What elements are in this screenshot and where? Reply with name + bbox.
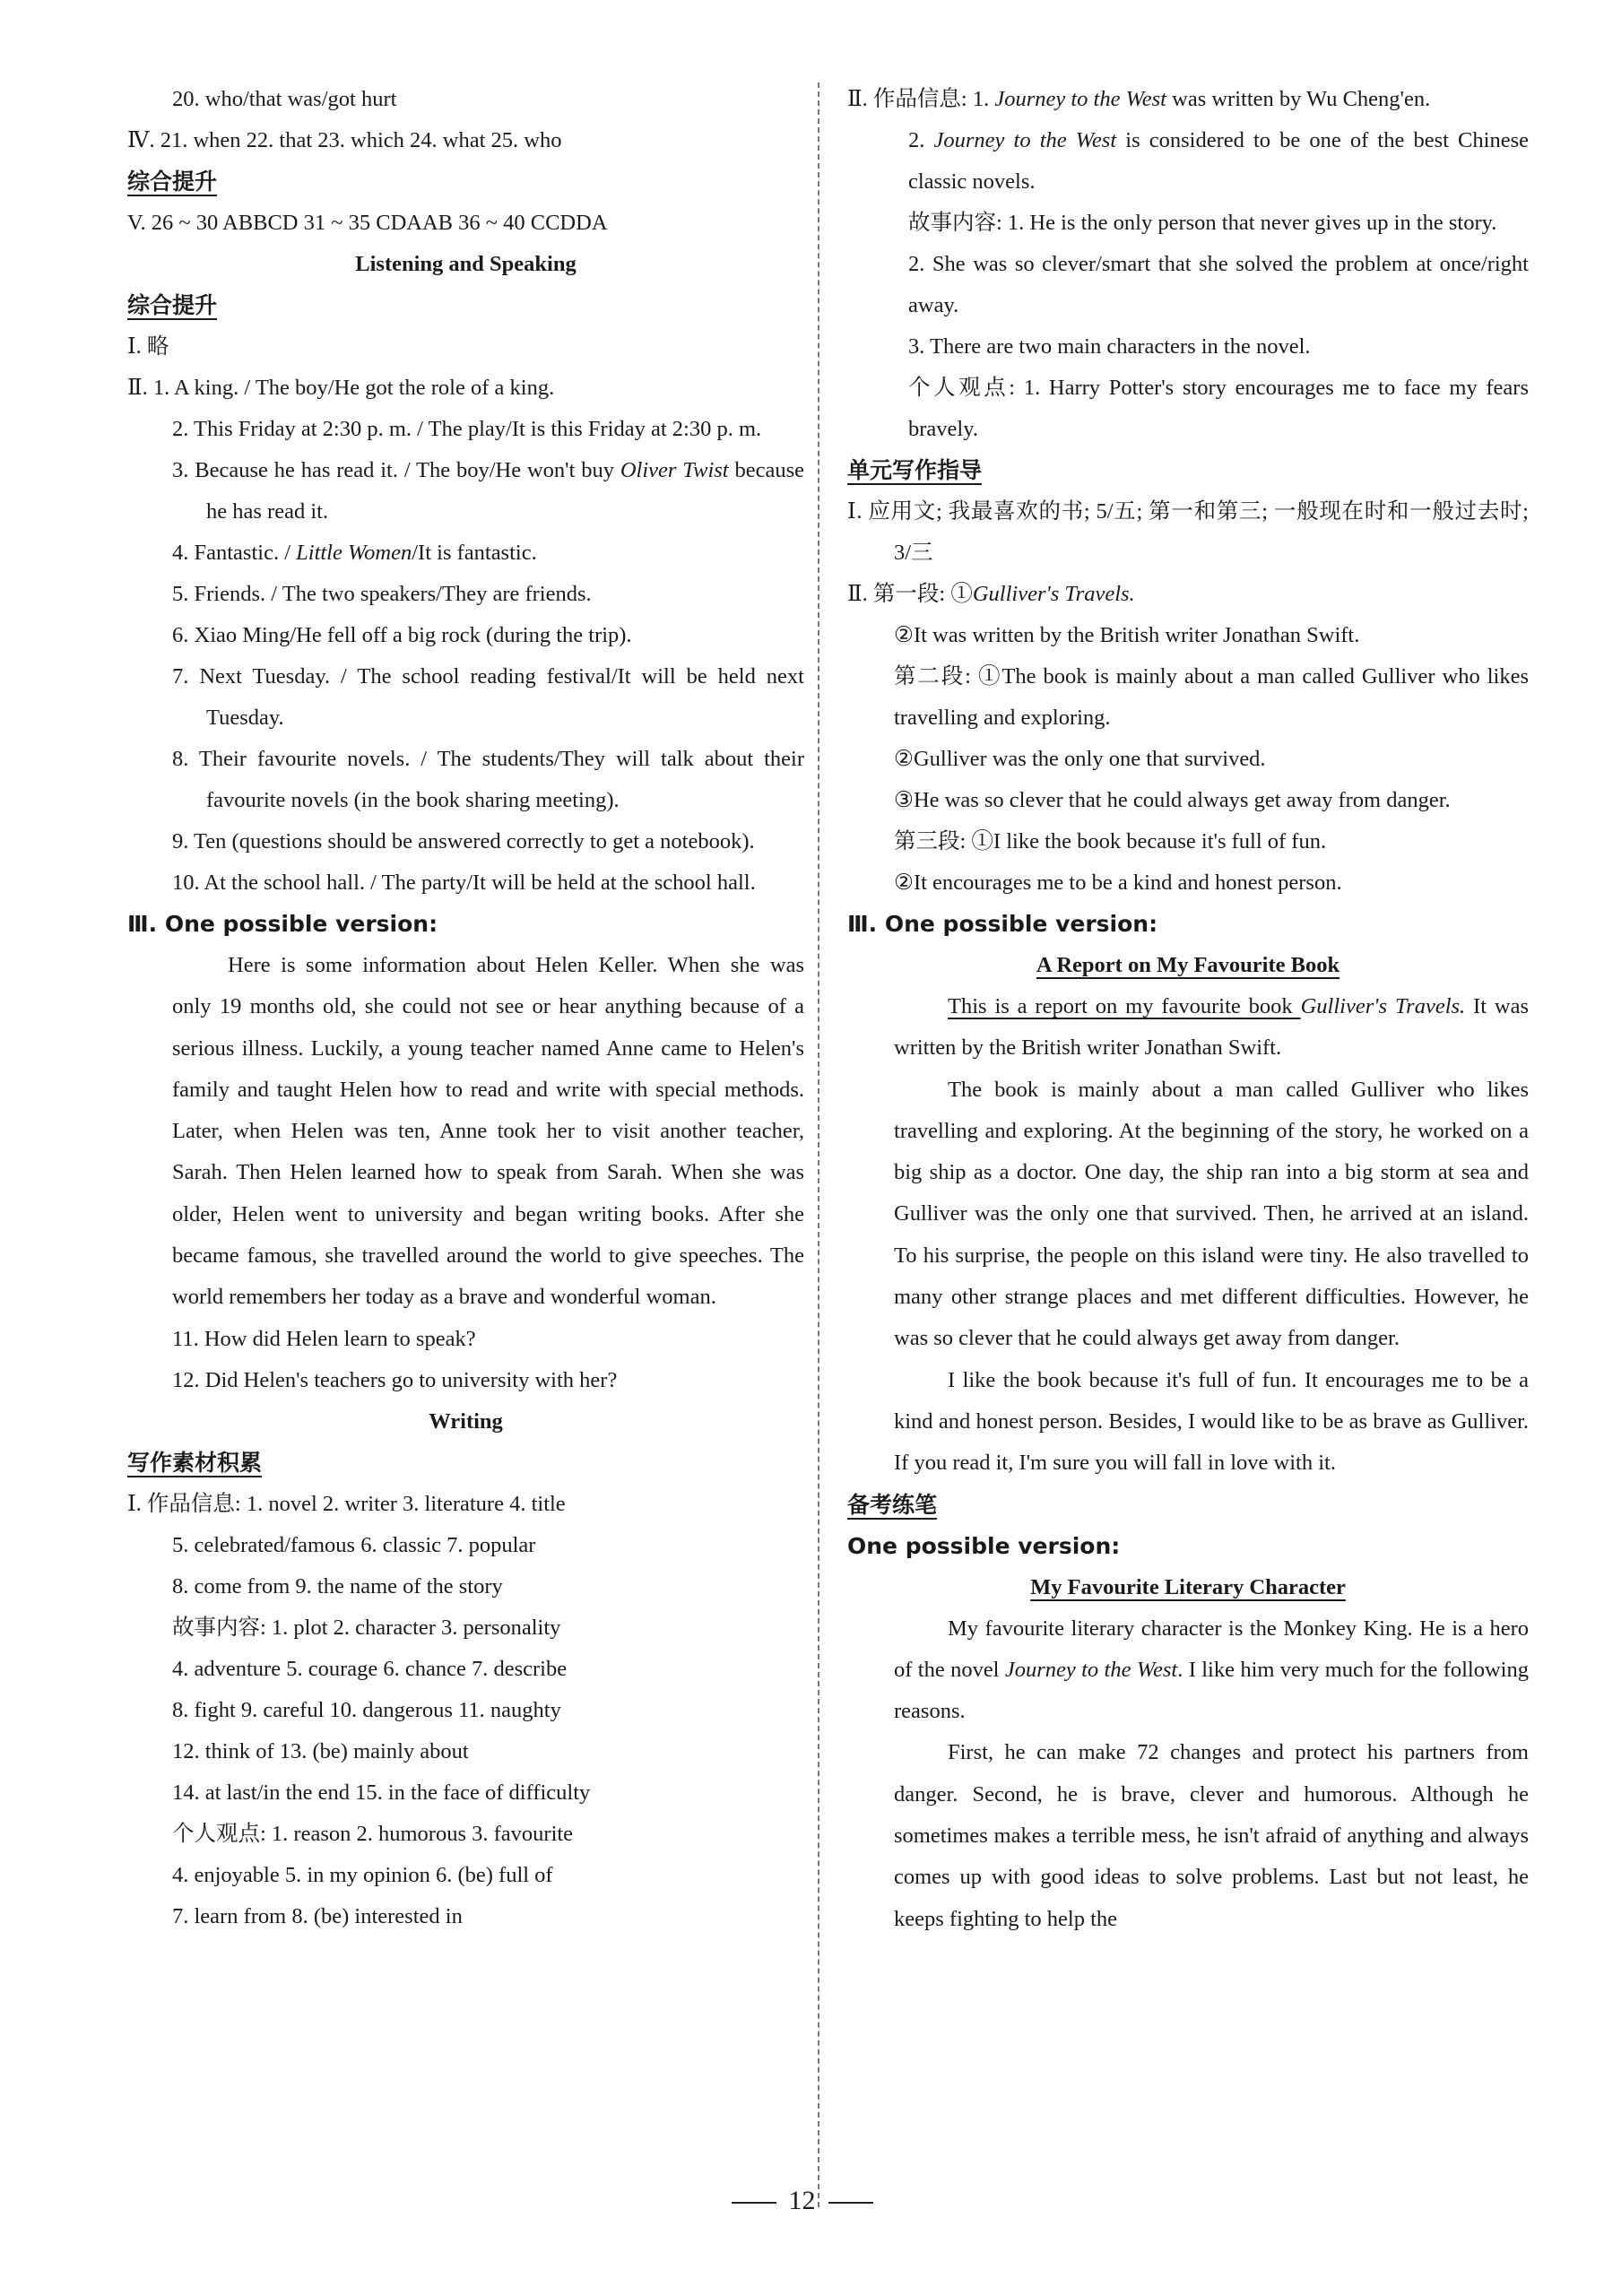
essay-title: My Favourite Literary Character [1030, 1574, 1346, 1599]
text-run: 2. [908, 128, 934, 152]
left-column [127, 79, 804, 1937]
section-heading: 写作素材积累 [127, 1449, 263, 1476]
answer-line: Ⅰ. 作品信息: 1. novel 2. writer 3. literature 4. title [127, 1491, 566, 1516]
answer-item: 10. At the school hall. / The party/It will be held at the school hall. [172, 871, 756, 895]
answer-item: 2. She was so clever/smart that she solved the problem at once/right away. [908, 252, 1529, 317]
answer-line: 故事内容: 1. plot 2. character 3. personality [172, 1615, 561, 1640]
answer-line: 8. come from 9. the name of the story [172, 1573, 503, 1599]
page-number-text: 12 [788, 2186, 816, 2215]
section-heading: 单元写作指导 [847, 457, 983, 483]
right-column [847, 79, 1529, 1940]
answer-item: 8. Their favourite novels. / The students/They will talk about their favourite novels (in the book sharing meeting). [172, 747, 804, 812]
text-run: 4. Fantastic. / [172, 541, 297, 565]
book-title: Gulliver's Travels. [1300, 994, 1466, 1018]
essay-paragraph [847, 1608, 1529, 1733]
page-number [0, 2183, 1604, 2219]
answer-line: Ⅰ. 略 [127, 334, 169, 359]
book-title: Little Women [296, 541, 412, 565]
book-title: Journey to the West [1004, 1657, 1178, 1682]
answer-item: 个人观点: 1. Harry Potter's story encourages me to face my fears bravely. [908, 376, 1529, 441]
sub-heading: Listening and Speaking [355, 252, 577, 276]
book-title: Journey to the West [994, 87, 1166, 111]
answer-item: 3. There are two main characters in the novel. [908, 334, 1311, 359]
answer-line: 个人观点: 1. reason 2. humorous 3. favourite [172, 1821, 574, 1846]
answer-line: Ⅱ. 1. A king. / The boy/He got the role of a king. [127, 376, 555, 400]
text-run: It was written by the British writer Jonathan Swift. [894, 994, 1529, 1061]
text-run: Ⅱ. 第一段: ① [847, 582, 973, 606]
answer-item: 6. Xiao Ming/He fell off a big rock (during the trip). [172, 623, 632, 647]
answer-line: 8. fight 9. careful 10. dangerous 11. naughty [172, 1697, 561, 1722]
text-run: . I like him very much for the following reasons. [894, 1657, 1529, 1724]
answer-item: 第二段: ①The book is mainly about a man called Gulliver who likes travelling and exploring. [894, 664, 1529, 730]
book-title: Oliver Twist [620, 458, 729, 482]
answer-line: 12. Did Helen's teachers go to university with her? [172, 1367, 618, 1392]
version-label: One possible version: [847, 1532, 1121, 1559]
essay-paragraph [847, 986, 1529, 1070]
answer-item: 7. Next Tuesday. / The school reading festival/It will be held next Tuesday. [172, 664, 804, 730]
answer-item: 9. Ten (questions should be answered correctly to get a notebook). [172, 829, 755, 853]
answer-item [127, 533, 804, 574]
text-run: Ⅱ. 作品信息: 1. [847, 87, 995, 111]
passage-helen-keller: Here is some information about Helen Keller. When she was only 19 months old, she could not see or hear anything because of a serious illness. Luckily, a young teacher named Anne came to Helen's family and taught Helen how to read and write with special methods. Later, when Helen was ten, Anne took her to visit another teacher, Sarah. Then Helen learned how to speak from Sarah. When she was older, Helen went to university and began writing books. After she became famous, she travelled around the world to give speeches. The world remembers her today as a brave and wonderful woman. [172, 953, 804, 1310]
book-title: Gulliver's Travels. [972, 582, 1135, 606]
text-run: /It is fantastic. [412, 541, 537, 565]
text-run: because he has read it. [206, 458, 804, 524]
dash-right [828, 2202, 873, 2204]
answer-item: 5. Friends. / The two speakers/They are friends. [172, 582, 592, 606]
essay-paragraph: The book is mainly about a man called Gulliver who likes travelling and exploring. At the beginning of the story, he worked on a big ship as a doctor. One day, the ship ran into a big storm at sea and Gulliver was the only one that survived. Then, he arrived at an island. To his surprise, the people on this island were tiny. He also travelled to many other strange places and met different difficulties. However, he was so clever that he could always get away from danger. [894, 1077, 1529, 1351]
answer-item: 第三段: ①I like the book because it's full of fun. [894, 829, 1327, 853]
answer-line: 14. at last/in the end 15. in the face of difficulty [172, 1780, 591, 1805]
column-divider [818, 82, 819, 2207]
answer-item: 故事内容: 1. He is the only person that never gives up in the story. [908, 211, 1497, 235]
text-run: was written by Wu Cheng'en. [1166, 87, 1431, 111]
text-run: is considered to be one of the best Chinese classic novels. [908, 128, 1529, 194]
book-title: Journey to the West [933, 128, 1117, 152]
essay-title: A Report on My Favourite Book [1036, 953, 1340, 977]
answer-line: 4. adventure 5. courage 6. chance 7. describe [172, 1656, 568, 1681]
answer-line: V. 26 ~ 30 ABBCD 31 ~ 35 CDAAB 36 ~ 40 CCDDA [127, 211, 608, 235]
answer-line: Ⅳ. 21. when 22. that 23. which 24. what 25. who [127, 128, 562, 152]
answer-item: ②Gulliver was the only one that survived. [894, 747, 1266, 771]
answer-item: 2. This Friday at 2:30 p. m. / The play/It is this Friday at 2:30 p. m. [172, 417, 762, 441]
sub-heading: Writing [429, 1408, 503, 1434]
answer-item: ②It encourages me to be a kind and honest person. [894, 871, 1342, 895]
answer-item: ③He was so clever that he could always get away from danger. [894, 788, 1451, 812]
answer-line [847, 574, 1529, 615]
section-heading: 综合提升 [127, 292, 218, 318]
answer-line: 11. How did Helen learn to speak? [172, 1326, 476, 1351]
answer-line: 4. enjoyable 5. in my opinion 6. (be) full of [172, 1862, 553, 1887]
essay-paragraph: First, he can make 72 changes and protect his partners from danger. Second, he is brave, clever and humorous. Although he sometimes makes a terrible mess, he isn't afraid of anything and always comes up with good ideas to solve problems. Last but not least, he keeps fighting to help the [894, 1740, 1529, 1931]
answer-item [127, 450, 804, 533]
text-run: This is a report on my favourite book [948, 994, 1301, 1018]
answer-line: 20. who/that was/got hurt [172, 87, 397, 111]
answer-item [847, 120, 1529, 203]
text-run: My favourite literary character is the Monkey King. He is a hero of the novel [894, 1616, 1529, 1682]
dash-left [732, 2202, 776, 2204]
answer-item [847, 79, 1529, 120]
answer-line: 7. learn from 8. (be) interested in [172, 1903, 463, 1928]
version-label: Ⅲ. One possible version: [127, 911, 438, 937]
answer-item: ②It was written by the British writer Jonathan Swift. [894, 623, 1360, 647]
answer-line: 5. celebrated/famous 6. classic 7. popular [172, 1532, 536, 1557]
essay-paragraph: I like the book because it's full of fun. It encourages me to be a kind and honest person. Besides, I would like to be as brave as Gulliver. If you read it, I'm sure you will fall in love with it. [894, 1367, 1529, 1476]
section-heading: 综合提升 [127, 169, 218, 195]
section-heading: 备考练笔 [847, 1491, 938, 1518]
answer-item: Ⅰ. 应用文; 我最喜欢的书; 5/五; 第一和第三; 一般现在时和一般过去时; 3/三 [847, 499, 1529, 565]
text-run: 3. Because he has read it. / The boy/He won't buy [172, 458, 620, 482]
answer-line: 12. think of 13. (be) mainly about [172, 1738, 469, 1763]
version-label: Ⅲ. One possible version: [847, 911, 1158, 937]
